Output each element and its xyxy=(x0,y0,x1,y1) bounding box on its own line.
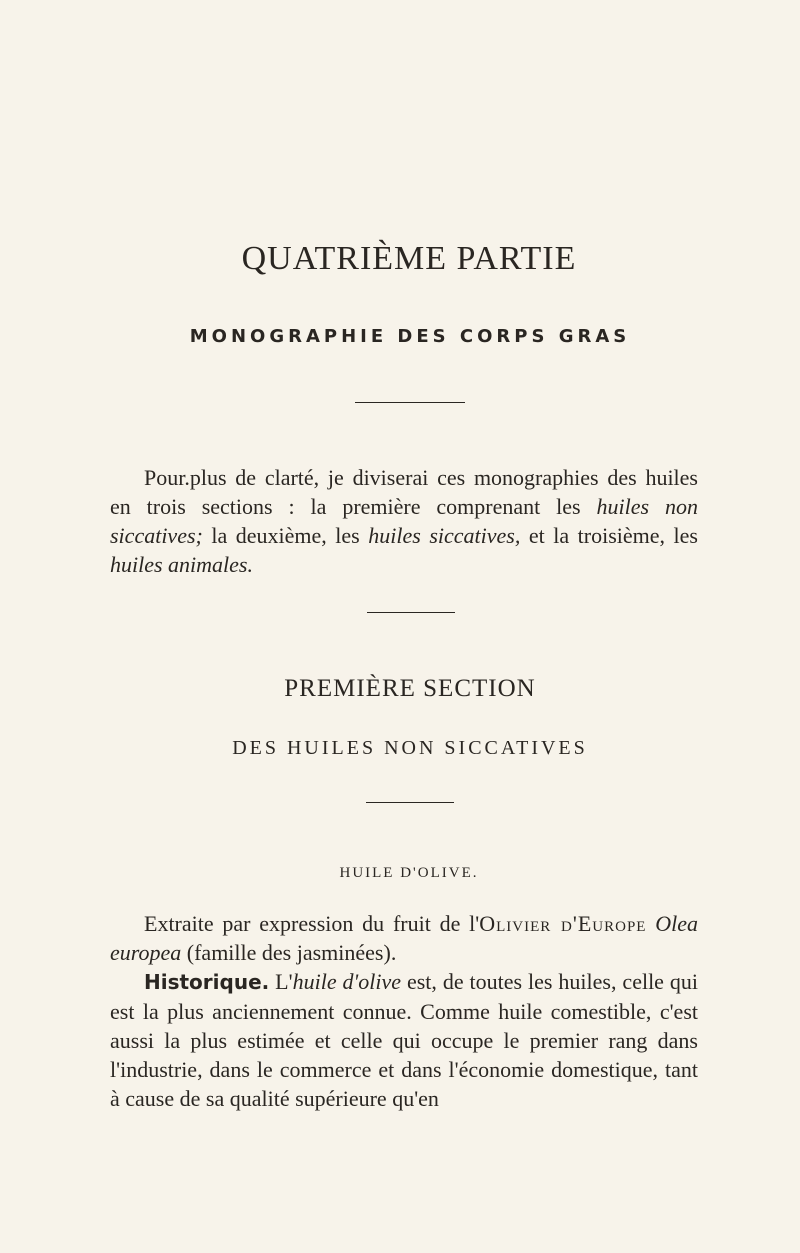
entry-text xyxy=(646,911,655,936)
entry-paragraph xyxy=(110,967,698,1113)
entry-text: (famille des jasminées). xyxy=(181,940,397,965)
entry-title: HUILE D'OLIVE. xyxy=(339,865,479,881)
section-subtitle: DES HUILES NON SICCATIVES xyxy=(232,737,588,759)
entry-paragraph xyxy=(110,909,698,967)
entry-text: Extraite par expression du fruit de l' xyxy=(144,911,480,936)
intro-text: la deuxième, les xyxy=(202,523,369,548)
intro-emphasis: huiles non siccatives; xyxy=(110,494,698,548)
entry-smallcaps: Olivier d'Europe xyxy=(479,911,647,936)
intro-emphasis: huiles animales. xyxy=(110,552,253,577)
intro-text: et la troisième, les xyxy=(520,523,698,548)
entry-emphasis: huile d'olive xyxy=(292,969,401,994)
intro-emphasis: huiles siccatives, xyxy=(368,523,521,548)
entry-latin-name: Olea europea xyxy=(110,911,698,965)
part-title: QUATRIÈME PARTIE xyxy=(241,240,577,277)
section-title: PREMIÈRE SECTION xyxy=(284,675,536,702)
intro-paragraph xyxy=(110,463,698,579)
entry-text: est, de toutes les huiles, celle qui est la plus anciennement connue. Comme huile comestible, c'est aussi la plus estimée et celle qui occupe le premier rang dans l'industrie, dans le commerce et dans l'économie domestique, tant à cause de sa qualité supérieure qu'en xyxy=(110,969,699,1111)
divider-rule xyxy=(367,612,455,613)
entry-text: L' xyxy=(269,969,293,994)
intro-text: Pour.plus de clarté, je diviserai ces monographies des huiles en trois sections : la première comprenant les xyxy=(110,465,698,519)
part-subtitle: MONOGRAPHIE DES CORPS GRAS xyxy=(189,326,631,347)
divider-rule xyxy=(366,802,454,803)
entry-lead-heading: Historique. xyxy=(144,970,270,994)
divider-rule xyxy=(355,402,465,403)
entry-body xyxy=(110,909,698,1113)
